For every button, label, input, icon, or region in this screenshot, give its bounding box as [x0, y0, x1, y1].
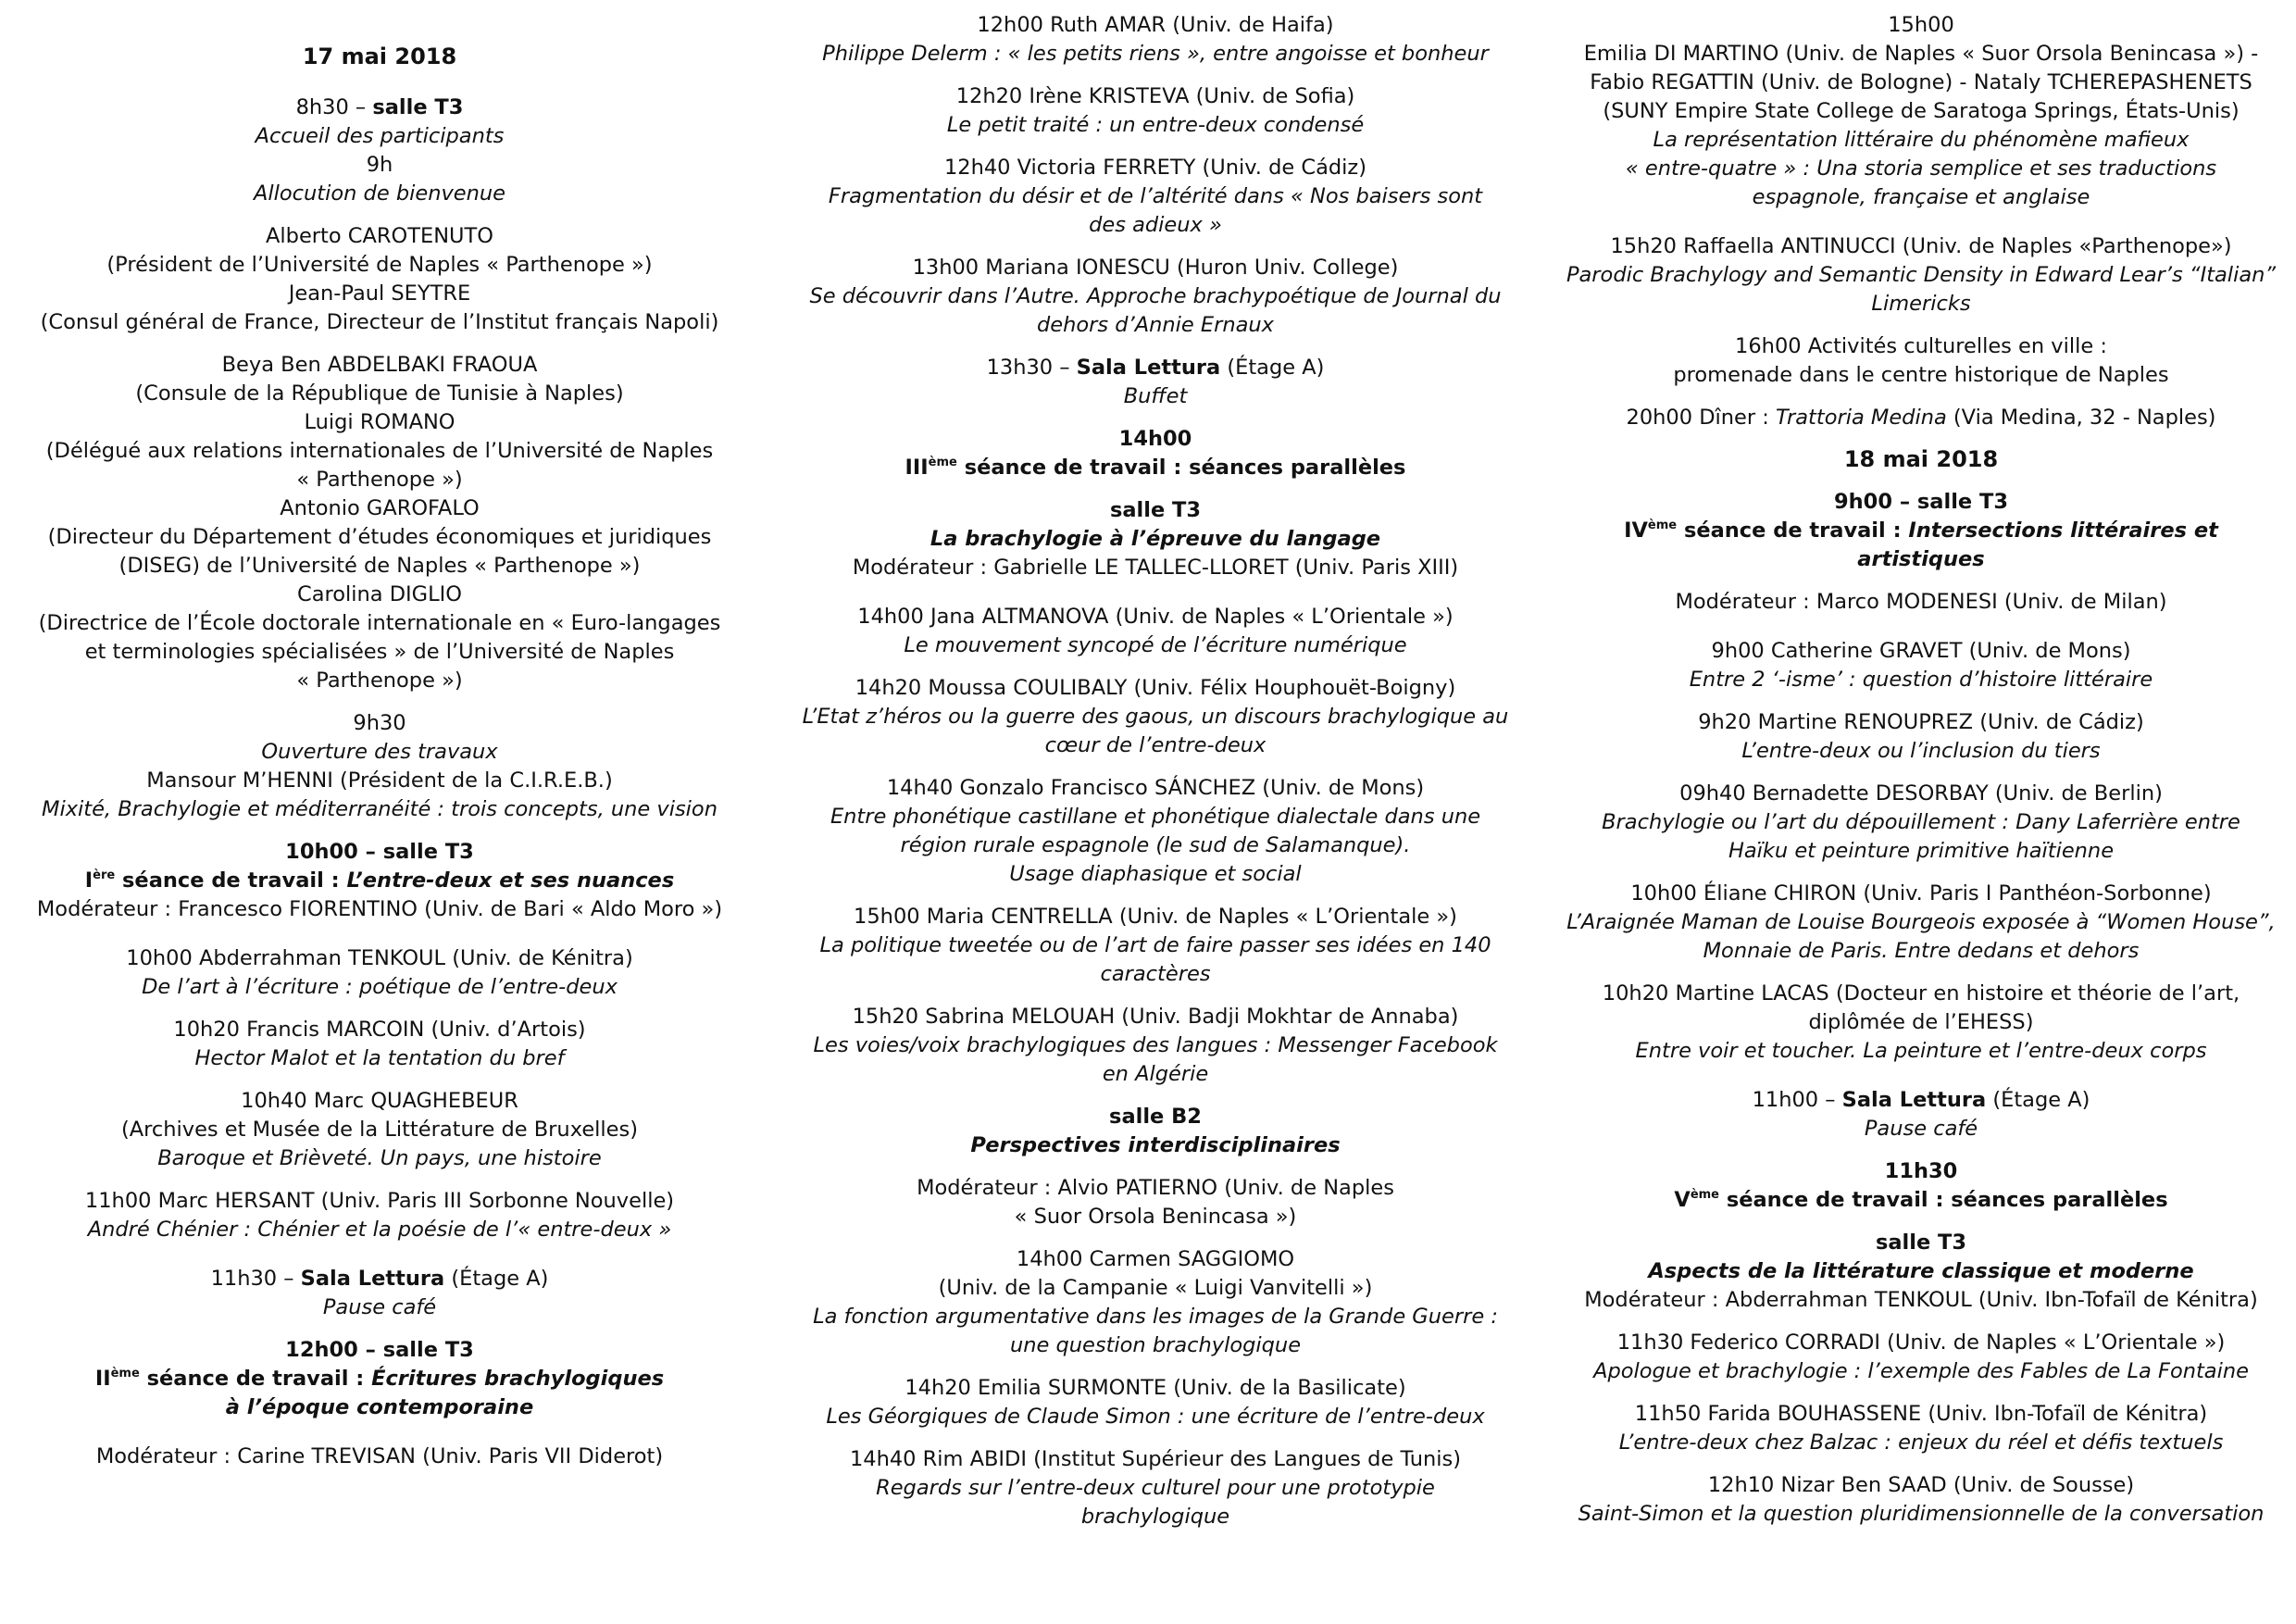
talk-title: Le mouvement syncopé de l’écriture numérique [904, 633, 1407, 657]
talk-speaker: 15h20 Raffaella ANTINUCCI (Univ. de Naples «Parthenope») [1610, 234, 2232, 258]
talk-speaker: 10h40 Marc QUAGHEBEUR [241, 1089, 518, 1113]
speaker [28, 408, 731, 494]
talk-speaker: 14h20 Emilia SURMONTE (Univ. de la Basilicate) [905, 1376, 1406, 1400]
talk-title: Saint-Simon et la question pluridimensionnelle de la conversation [1578, 1502, 2265, 1526]
talk-title: L’entre-deux chez Balzac : enjeux du réel et défis textuels [1618, 1430, 2224, 1455]
talk [794, 603, 1516, 660]
talk-title: région rurale espagnole (le sud de Salamanque). [900, 833, 1411, 857]
session-title: Accueil des participants [255, 124, 505, 148]
session-heading: 12h00 – salle T3 [285, 1338, 474, 1362]
speaker-role: (DISEG) de l’Université de Naples « Parthenope ») [119, 554, 641, 578]
talk [28, 1187, 731, 1244]
speaker-role: « Parthenope ») [296, 668, 463, 693]
speaker-role: (Délégué aux relations internationales de l’Université de Naples [45, 439, 714, 463]
room-theme: Aspects de la littérature classique et moderne [1648, 1259, 2194, 1283]
talk-title: Brachylogie ou l’art du dépouillement : Dany Laferrière entre [1602, 810, 2240, 834]
speaker-role: et terminologies spécialisées » de l’Université de Naples [84, 640, 675, 664]
talk-affiliation: (SUNY Empire State College de Saratoga Springs, États-Unis) [1603, 99, 2240, 123]
moderator: Modérateur : Carine TREVISAN (Univ. Paris VII Diderot) [95, 1444, 664, 1468]
talk-speaker: 12h10 Nizar Ben SAAD (Univ. de Sousse) [1707, 1473, 2135, 1497]
room-heading: salle B2 [1109, 1105, 1202, 1129]
room-theme: La brachylogie à l’épreuve du langage [930, 527, 1381, 551]
talk-title: cœur de l’entre-deux [1044, 733, 1267, 757]
date-heading: 17 mai 2018 [302, 44, 457, 69]
moderator: Modérateur : Gabrielle LE TALLEC-LLORET (Univ. Paris XIII) [852, 556, 1459, 580]
speaker-name: Alberto CAROTENUTO [266, 224, 493, 248]
talk-speaker: 10h00 Abderrahman TENKOUL (Univ. de Kénitra) [126, 946, 633, 970]
session-label: IIIème séance de travail : séances parallèles [905, 456, 1406, 480]
talk-speaker: Emilia DI MARTINO (Univ. de Naples « Suor Orsola Benincasa ») - [1583, 42, 2259, 66]
speaker-role: (Président de l’Université de Naples « Parthenope ») [106, 253, 653, 277]
break-title: Buffet [1123, 384, 1188, 408]
talk-title: Philippe Delerm : « les petits riens », entre angoisse et bonheur [822, 42, 1489, 66]
moderator: « Suor Orsola Benincasa ») [1014, 1205, 1297, 1229]
talk [794, 154, 1516, 240]
talk [794, 11, 1516, 69]
talk [794, 1445, 1516, 1531]
talk-speaker: 11h30 Federico CORRADI (Univ. de Naples « L’Orientale ») [1616, 1330, 2226, 1355]
speaker-role: (Directrice de l’École doctorale internationale en « Euro-langages [38, 611, 721, 635]
talk-title: L’Etat z’héros ou la guerre des gaous, un discours brachylogique au [802, 705, 1509, 729]
talk-speaker: 12h40 Victoria FERRETY (Univ. de Cádiz) [943, 156, 1367, 180]
talk-title: La fonction argumentative dans les images de la Grande Guerre : [813, 1305, 1498, 1329]
speaker-name: Mansour M’HENNI (Président de la C.I.R.E.B.) [146, 768, 613, 793]
talk-title: Monnaie de Paris. Entre dedans et dehors [1703, 939, 2140, 963]
talk-title: Entre 2 ‘-isme’ : question d’histoire littéraire [1689, 668, 2153, 692]
talk-speaker: 14h00 Carmen SAGGIOMO [1016, 1247, 1295, 1271]
break-time: 13h30 – Sala Lettura (Étage A) [986, 356, 1325, 380]
talk [1565, 232, 2277, 319]
talk [1565, 637, 2277, 694]
talk [1565, 11, 2277, 212]
speaker [28, 222, 731, 280]
talk [794, 674, 1516, 760]
talk [1565, 880, 2277, 966]
talk-title: des adieux » [1089, 213, 1222, 237]
session-time: 8h30 – salle T3 [295, 95, 464, 119]
activity-desc: promenade dans le centre historique de Naples [1673, 363, 2169, 387]
talk-speaker: Fabio REGATTIN (Univ. de Bologne) - Nataly TCHEREPASHENETS [1590, 70, 2252, 94]
talk-title: Baroque et Brièveté. Un pays, une histoire [157, 1146, 602, 1170]
talk-speaker: 14h40 Rim ABIDI (Institut Supérieur des Langues de Tunis) [849, 1447, 1462, 1471]
talk-speaker: 14h20 Moussa COULIBALY (Univ. Félix Houphouët-Boigny) [855, 676, 1456, 700]
session-title: Ouverture des travaux [261, 740, 498, 764]
talk-speaker: 9h00 Catherine GRAVET (Univ. de Mons) [1711, 639, 2131, 663]
talk [1565, 780, 2277, 866]
talk-speaker: 11h00 Marc HERSANT (Univ. Paris III Sorbonne Nouvelle) [84, 1189, 675, 1213]
break-title: Pause café [1864, 1117, 1978, 1141]
talk-title: Usage diaphasique et social [1009, 862, 1302, 886]
talk [1565, 708, 2277, 766]
talk [794, 1003, 1516, 1089]
talk-title: Hector Malot et la tentation du bref [194, 1046, 565, 1070]
talk-title: « entre-quatre » : Una storia semplice et ses traductions [1625, 156, 2217, 181]
talk-title: une question brachylogique [1009, 1333, 1302, 1357]
room-theme: Perspectives interdisciplinaires [970, 1133, 1341, 1157]
break-title: Pause café [322, 1295, 437, 1319]
activity-time: 16h00 Activités culturelles en ville : [1735, 334, 2107, 358]
talk-title: L’entre-deux ou l’inclusion du tiers [1741, 739, 2101, 763]
talk-time: 15h00 [1888, 13, 1954, 37]
session-heading: 10h00 – salle T3 [285, 840, 474, 864]
speaker-name: Antonio GAROFALO [280, 496, 480, 520]
column-day1-morning [28, 11, 731, 1471]
talk-speaker: 12h20 Irène KRISTEVA (Univ. de Sofia) [955, 84, 1355, 108]
talk-speaker: 13h00 Mariana IONESCU (Huron Univ. College) [912, 256, 1399, 280]
talk-title: espagnole, française et anglaise [1752, 185, 2090, 209]
talk-title: André Chénier : Chénier et la poésie de l’« entre-deux » [87, 1218, 672, 1242]
talk-title: Le petit traité : un entre-deux condensé [946, 113, 1365, 137]
session-heading: 9h00 – salle T3 [1834, 490, 2008, 514]
dinner-line: 20h00 Dîner : Trattoria Medina (Via Medina, 32 - Naples) [1626, 406, 2216, 430]
talk-affiliation: diplômée de l’EHESS) [1808, 1010, 2034, 1034]
room-heading: salle T3 [1109, 498, 1202, 522]
session-label: IVème séance de travail : Intersections littéraires et artistiques [1624, 518, 2218, 571]
speaker-role: (Consule de la République de Tunisie à Naples) [135, 381, 624, 406]
talk [1565, 1329, 2277, 1386]
talk-speaker: 15h20 Sabrina MELOUAH (Univ. Badji Mokhtar de Annaba) [852, 1005, 1459, 1029]
moderator: Modérateur : Marco MODENESI (Univ. de Milan) [1675, 590, 2167, 614]
talk [794, 903, 1516, 989]
talk [1565, 1471, 2277, 1529]
talk-title: Mixité, Brachylogie et méditerranéité : trois concepts, une vision [42, 797, 718, 821]
speaker-name: Luigi ROMANO [304, 410, 455, 434]
room-heading: salle T3 [1875, 1230, 1967, 1255]
session-label: IIème séance de travail : Écritures brachylogiques [94, 1367, 665, 1391]
talk [794, 82, 1516, 140]
session-heading: 14h00 [1118, 427, 1192, 451]
talk-title: Les Géorgiques de Claude Simon : une écriture de l’entre-deux [826, 1405, 1485, 1429]
talk-title: caractères [1100, 962, 1211, 986]
talk [794, 254, 1516, 340]
talk-title: De l’art à l’écriture : poétique de l’entre-deux [142, 975, 618, 999]
session-heading: 11h30 [1884, 1159, 1958, 1183]
talk [1565, 1400, 2277, 1457]
talk-speaker: 09h40 Bernadette DESORBAY (Univ. de Berlin) [1679, 781, 2163, 806]
speaker [28, 581, 731, 695]
talk-title: dehors d’Annie Ernaux [1037, 313, 1274, 337]
talk-title: Fragmentation du désir et de l’altérité dans « Nos baisers sont [828, 184, 1483, 208]
break-time: 11h00 – Sala Lettura (Étage A) [1752, 1088, 2090, 1112]
speaker-name: Carolina DIGLIO [296, 582, 462, 606]
session-time: 9h [366, 153, 393, 177]
speaker-role: (Directeur du Département d’études économiques et juridiques [47, 525, 712, 549]
talk-title: La représentation littéraire du phénomène mafieux [1653, 128, 2190, 152]
speaker-name: Jean-Paul SEYTRE [288, 281, 471, 306]
moderator: Modérateur : Alvio PATIERNO (Univ. de Naples [917, 1176, 1394, 1200]
talk-speaker: 10h20 Martine LACAS (Docteur en histoire et théorie de l’art, [1602, 981, 2240, 1006]
moderator: Modérateur : Francesco FIORENTINO (Univ. de Bari « Aldo Moro ») [36, 897, 723, 921]
speaker [28, 280, 731, 337]
talk-speaker: 11h50 Farida BOUHASSENE (Univ. Ibn-Tofaïl de Kénitra) [1634, 1402, 2208, 1426]
talk-title: L’Araignée Maman de Louise Bourgeois exposée à “Women House”, [1566, 910, 2276, 934]
talk-title: Entre voir et toucher. La peinture et l’entre-deux corps [1635, 1039, 2207, 1063]
talk [794, 1245, 1516, 1360]
talk [28, 1016, 731, 1073]
talk-affiliation: (Univ. de la Campanie « Luigi Vanvitelli ») [938, 1276, 1373, 1300]
speaker-name: Beya Ben ABDELBAKI FRAOUA [221, 353, 538, 377]
talk [28, 1087, 731, 1173]
talk [794, 1374, 1516, 1431]
talk-speaker: 14h00 Jana ALTMANOVA (Univ. de Naples « L’Orientale ») [857, 605, 1454, 629]
session-time: 9h30 [353, 711, 406, 735]
talk-title: Regards sur l’entre-deux culturel pour une prototypie [876, 1476, 1435, 1500]
talk-title: Entre phonétique castillane et phonétique dialectale dans une [830, 805, 1481, 829]
moderator: Modérateur : Abderrahman TENKOUL (Univ. Ibn-Tofaïl de Kénitra) [1584, 1288, 2258, 1312]
talk-affiliation: (Archives et Musée de la Littérature de Bruxelles) [120, 1118, 639, 1142]
talk-title: en Algérie [1102, 1062, 1209, 1086]
speaker [28, 351, 731, 408]
talk-title: Limericks [1871, 292, 1971, 316]
session-title: Allocution de bienvenue [254, 181, 505, 206]
date-heading: 18 mai 2018 [1843, 446, 1999, 472]
talk-title: Haïku et peinture primitive haïtienne [1728, 839, 2115, 863]
talk-speaker: 14h40 Gonzalo Francisco SÁNCHEZ (Univ. de Mons) [886, 776, 1425, 800]
speaker [28, 494, 731, 581]
break-time: 11h30 – Sala Lettura (Étage A) [210, 1267, 549, 1291]
session-label: Vème séance de travail : séances parallèles [1674, 1188, 2168, 1212]
session-label: Ière séance de travail : L’entre-deux et ses nuances [84, 868, 675, 893]
speaker-role: (Consul général de France, Directeur de l’Institut français Napoli) [40, 310, 719, 334]
talk [1565, 980, 2277, 1066]
speaker-role: « Parthenope ») [296, 468, 463, 492]
talk-title: Apologue et brachylogie : l’exemple des Fables de La Fontaine [1593, 1359, 2249, 1383]
talk-speaker: 15h00 Maria CENTRELLA (Univ. de Naples « L’Orientale ») [854, 905, 1457, 929]
talk-speaker: 9h20 Martine RENOUPREZ (Univ. de Cádiz) [1698, 710, 2144, 734]
column-day1-afternoon [794, 11, 1516, 1531]
talk [28, 944, 731, 1002]
column-day2 [1565, 11, 2277, 1529]
talk-title: Se découvrir dans l’Autre. Approche brachypoétique de Journal du [809, 284, 1502, 308]
talk [794, 774, 1516, 889]
talk-speaker: 10h20 Francis MARCOIN (Univ. d’Artois) [173, 1018, 586, 1042]
talk-title: Les voies/voix brachylogiques des langues : Messenger Facebook [813, 1033, 1498, 1057]
talk-title: Parodic Brachylogy and Semantic Density in Edward Lear’s “Italian” [1566, 263, 2277, 287]
session-theme: à l’époque contemporaine [225, 1395, 534, 1419]
talk-title: brachylogique [1080, 1505, 1230, 1529]
talk-title: La politique tweetée ou de l’art de faire passer ses idées en 140 [819, 933, 1491, 957]
talk-speaker: 12h00 Ruth AMAR (Univ. de Haifa) [977, 13, 1334, 37]
talk-speaker: 10h00 Éliane CHIRON (Univ. Paris I Panthéon-Sorbonne) [1630, 881, 2212, 906]
